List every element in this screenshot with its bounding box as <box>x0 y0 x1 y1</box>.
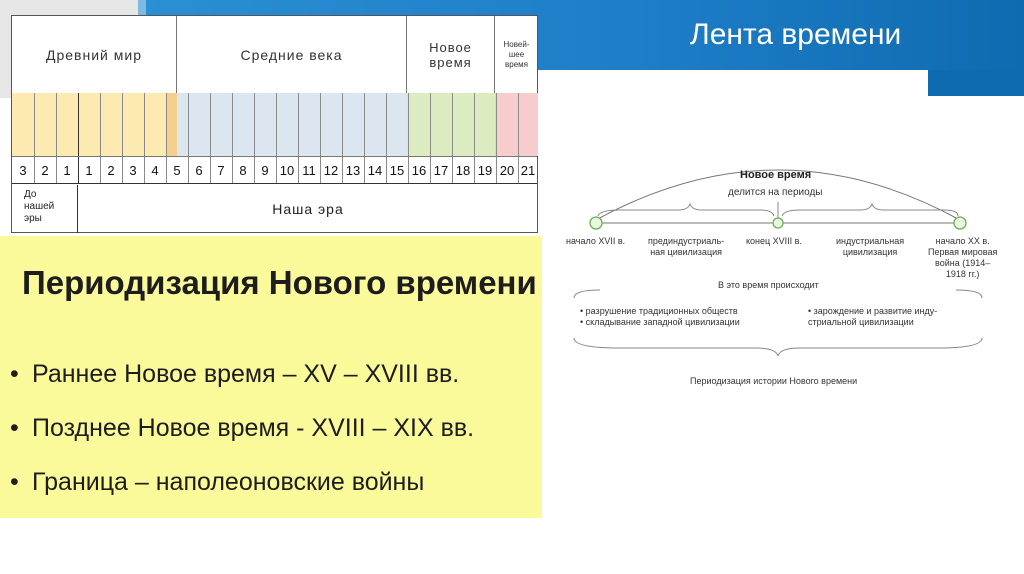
diagram-mid-label: конец XVIII в. <box>746 236 802 246</box>
era-ancient <box>12 16 177 93</box>
era-ancient-label: Древний мир <box>46 46 142 63</box>
band-modern <box>407 93 495 156</box>
diagram-end-line2: Первая мировая <box>928 247 998 257</box>
era-middle-ages <box>177 16 407 93</box>
diagram-subtitle: делится на периоды <box>728 187 823 198</box>
bullet-text: Граница – наполеоновские войны <box>32 468 425 496</box>
century-label: 9 <box>261 162 269 178</box>
diagram-right-item2: стриальной цивилизации <box>808 317 914 327</box>
periodization-bullet <box>10 360 459 389</box>
diagram-period1 <box>648 236 724 258</box>
timeline-table <box>11 15 538 233</box>
band-newest <box>495 93 538 156</box>
era-newest-line1: Новей- <box>503 39 530 49</box>
periodization-title: Периодизация Нового времени <box>22 264 537 301</box>
century-label: 18 <box>455 162 471 178</box>
diagram-period2 <box>836 236 904 258</box>
era-modern-line1: Новое <box>429 39 472 55</box>
diagram-period1-line2: ная цивилизация <box>650 247 722 257</box>
band-ancient <box>12 93 166 156</box>
century-label: 14 <box>367 162 383 178</box>
century-label: 5 <box>173 162 181 178</box>
bc-label-line1: До <box>24 189 37 200</box>
band-middle-ages <box>177 93 407 156</box>
periodization-bullet <box>10 414 474 443</box>
diagram-caption: Периодизация истории Нового времени <box>690 376 858 386</box>
header-banner-tab <box>928 70 1024 96</box>
era-newest-line2: шее <box>508 49 525 59</box>
ad-label: Наша эра <box>272 201 344 217</box>
century-label: 21 <box>520 162 536 178</box>
bullet-dot: • <box>10 468 19 496</box>
diagram-end-label <box>928 236 997 280</box>
century-label: 3 <box>129 162 137 178</box>
century-label: 10 <box>279 162 295 178</box>
diagram-period1-line1: прединдустриаль- <box>648 236 725 246</box>
century-label: 2 <box>107 162 115 178</box>
diagram-end-line1: начало XX в. <box>935 236 990 246</box>
diagram-end-line4: 1918 гг.) <box>945 269 980 279</box>
era-modern-line2: время <box>429 54 472 70</box>
century-label: 3 <box>19 162 27 178</box>
bullet-dot: • <box>10 360 19 388</box>
diagram-right-item1: • зарождение и развитие инду- <box>808 306 938 316</box>
periodization-panel <box>0 236 542 518</box>
bc-label <box>12 185 78 233</box>
diagram-period2-line1: индустриальная <box>836 236 905 246</box>
century-label: 15 <box>389 162 405 178</box>
bullet-text: Раннее Новое время – XV – XVIII вв. <box>32 360 460 388</box>
century-label: 2 <box>41 162 49 178</box>
era-middle-ages-label: Средние века <box>240 46 343 63</box>
century-label: 17 <box>433 162 449 178</box>
era-modern <box>407 16 495 93</box>
diagram-left-item1: • разрушение традиционных обществ <box>580 306 738 316</box>
century-label: 11 <box>302 162 316 178</box>
diagram-period2-line2: цивилизация <box>842 247 898 257</box>
century-label: 13 <box>345 162 361 178</box>
diagram-start-label: начало XVII в. <box>566 236 626 246</box>
diagram-end-line3: война (1914– <box>935 258 991 268</box>
bc-label-line2: нашей <box>24 201 55 212</box>
diagram-happening: В это время происходит <box>718 280 819 290</box>
century-label: 12 <box>323 162 339 178</box>
century-label: 8 <box>239 162 247 178</box>
diagram-left-items <box>580 306 740 328</box>
century-label: 6 <box>195 162 203 178</box>
century-label: 16 <box>411 162 427 178</box>
century-label: 7 <box>217 162 225 178</box>
bullet-text: Позднее Новое время - XVIII – XIX вв. <box>32 414 475 442</box>
era-newest-line3: время <box>505 59 528 69</box>
century-label: 4 <box>151 162 159 178</box>
bullet-dot: • <box>10 414 19 442</box>
diagram-right-items <box>808 306 937 328</box>
periodization-diagram <box>560 150 1000 400</box>
era-newest <box>495 16 538 93</box>
periodization-bullet <box>10 468 424 497</box>
diagram-left-item2: • складывание западной цивилизации <box>580 317 740 327</box>
century-label: 19 <box>477 162 493 178</box>
century-label: 1 <box>63 162 71 178</box>
century-label: 1 <box>85 162 93 178</box>
century-label: 20 <box>499 162 515 178</box>
diagram-title: Новое время <box>740 169 812 181</box>
bc-label-line3: эры <box>24 213 42 224</box>
band-transition <box>166 93 177 156</box>
slide-title: Лента времени <box>690 18 902 51</box>
